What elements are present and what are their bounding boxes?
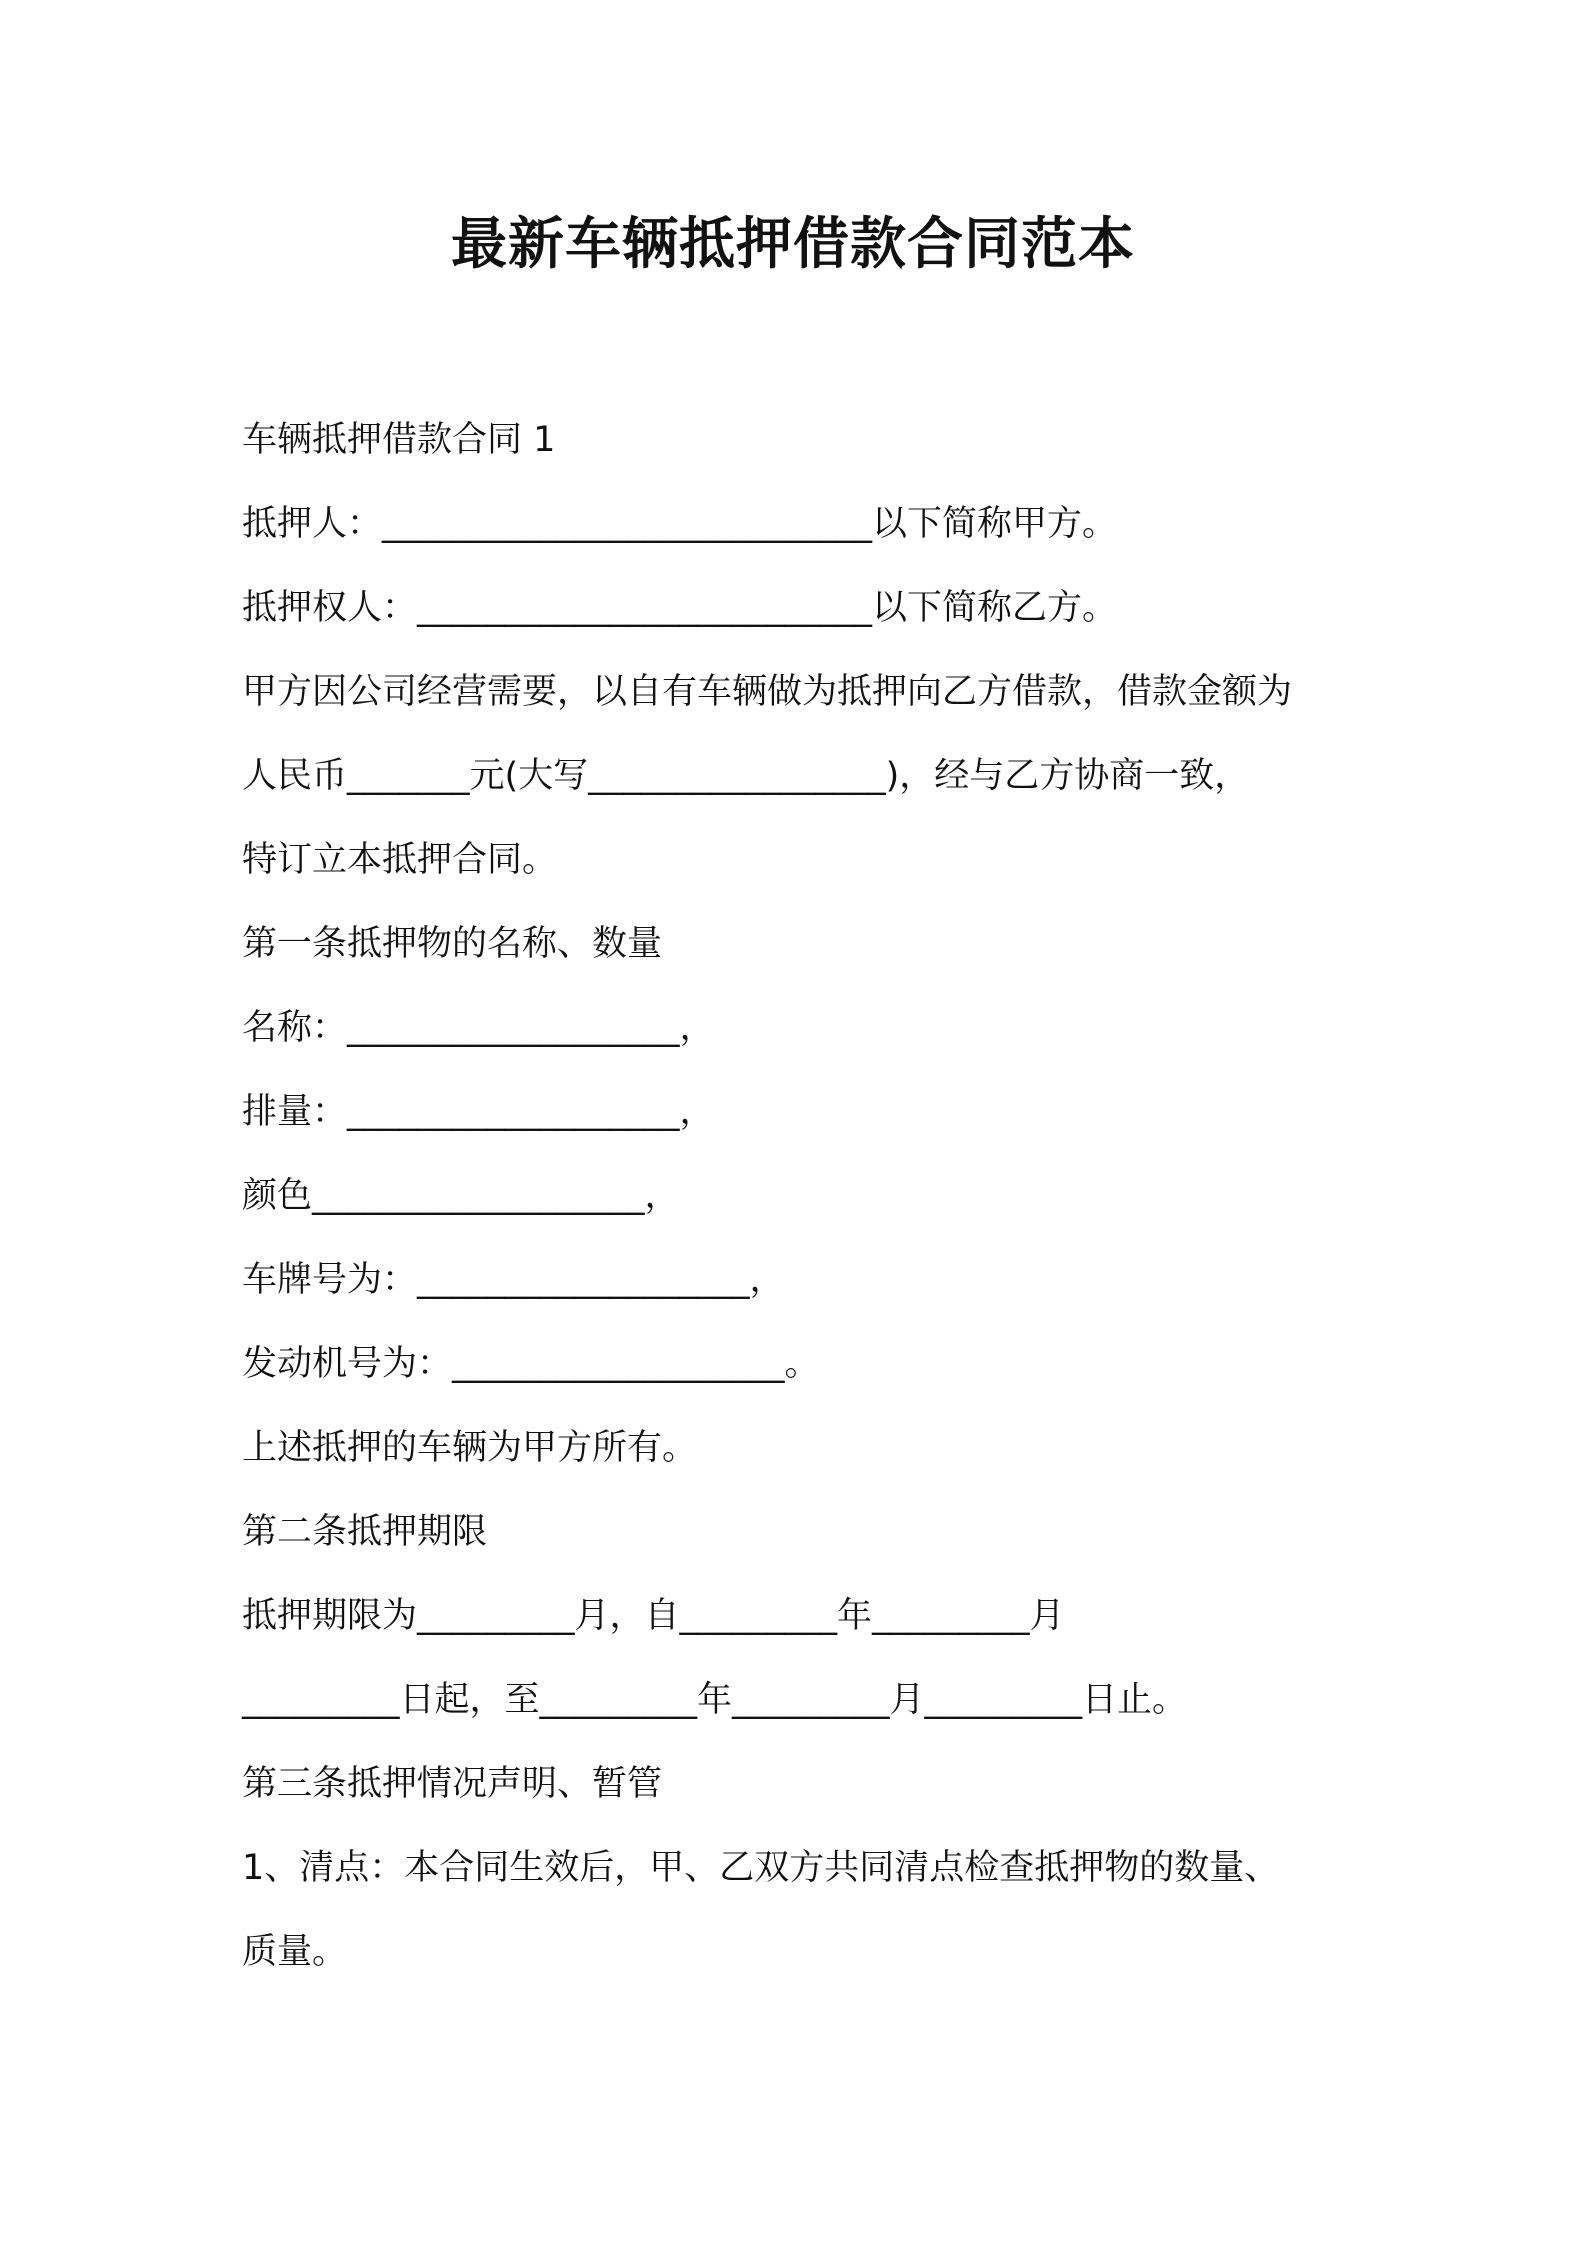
article-3-heading: 第三条抵押情况声明、暂管 (242, 1764, 663, 1804)
document-body (242, 398, 1362, 1994)
ownership-statement: 上述抵押的车辆为甲方所有。 (242, 1428, 698, 1468)
paragraph-line: 甲方因公司经营需要，以自有车辆做为抵押向乙方借款，借款金额为 (242, 672, 1293, 712)
term-line: _________日起，至_________年_________月_________日止。 (242, 1680, 1188, 1720)
inventory-clause-line: 质量。 (242, 1932, 348, 1972)
engine-number-field-line: 发动机号为：___________________。 (242, 1344, 820, 1384)
name-field-line: 名称：___________________， (242, 1008, 715, 1048)
article-2-heading: 第二条抵押期限 (242, 1512, 488, 1552)
paragraph-line: 特订立本抵押合同。 (242, 840, 558, 880)
section-heading-contract-1: 车辆抵押借款合同 1 (242, 420, 556, 460)
color-field-line: 颜色___________________， (242, 1176, 680, 1216)
document-title: 最新车辆抵押借款合同范本 (451, 212, 1135, 277)
inventory-clause-line: 1、清点：本合同生效后，甲、乙双方共同清点检查抵押物的数量、 (242, 1848, 1280, 1888)
plate-number-field-line: 车牌号为：___________________， (242, 1260, 785, 1300)
displacement-field-line: 排量：___________________， (242, 1092, 715, 1132)
article-1-heading: 第一条抵押物的名称、数量 (242, 924, 663, 964)
mortgagor-line: 抵押人：____________________________以下简称甲方。 (242, 504, 1118, 544)
paragraph-line: 人民币_______元(大写_________________)，经与乙方协商一致， (242, 756, 1250, 796)
term-line: 抵押期限为_________月，自_________年_________月 (242, 1596, 1065, 1636)
mortgagee-line: 抵押权人：__________________________以下简称乙方。 (242, 588, 1118, 628)
